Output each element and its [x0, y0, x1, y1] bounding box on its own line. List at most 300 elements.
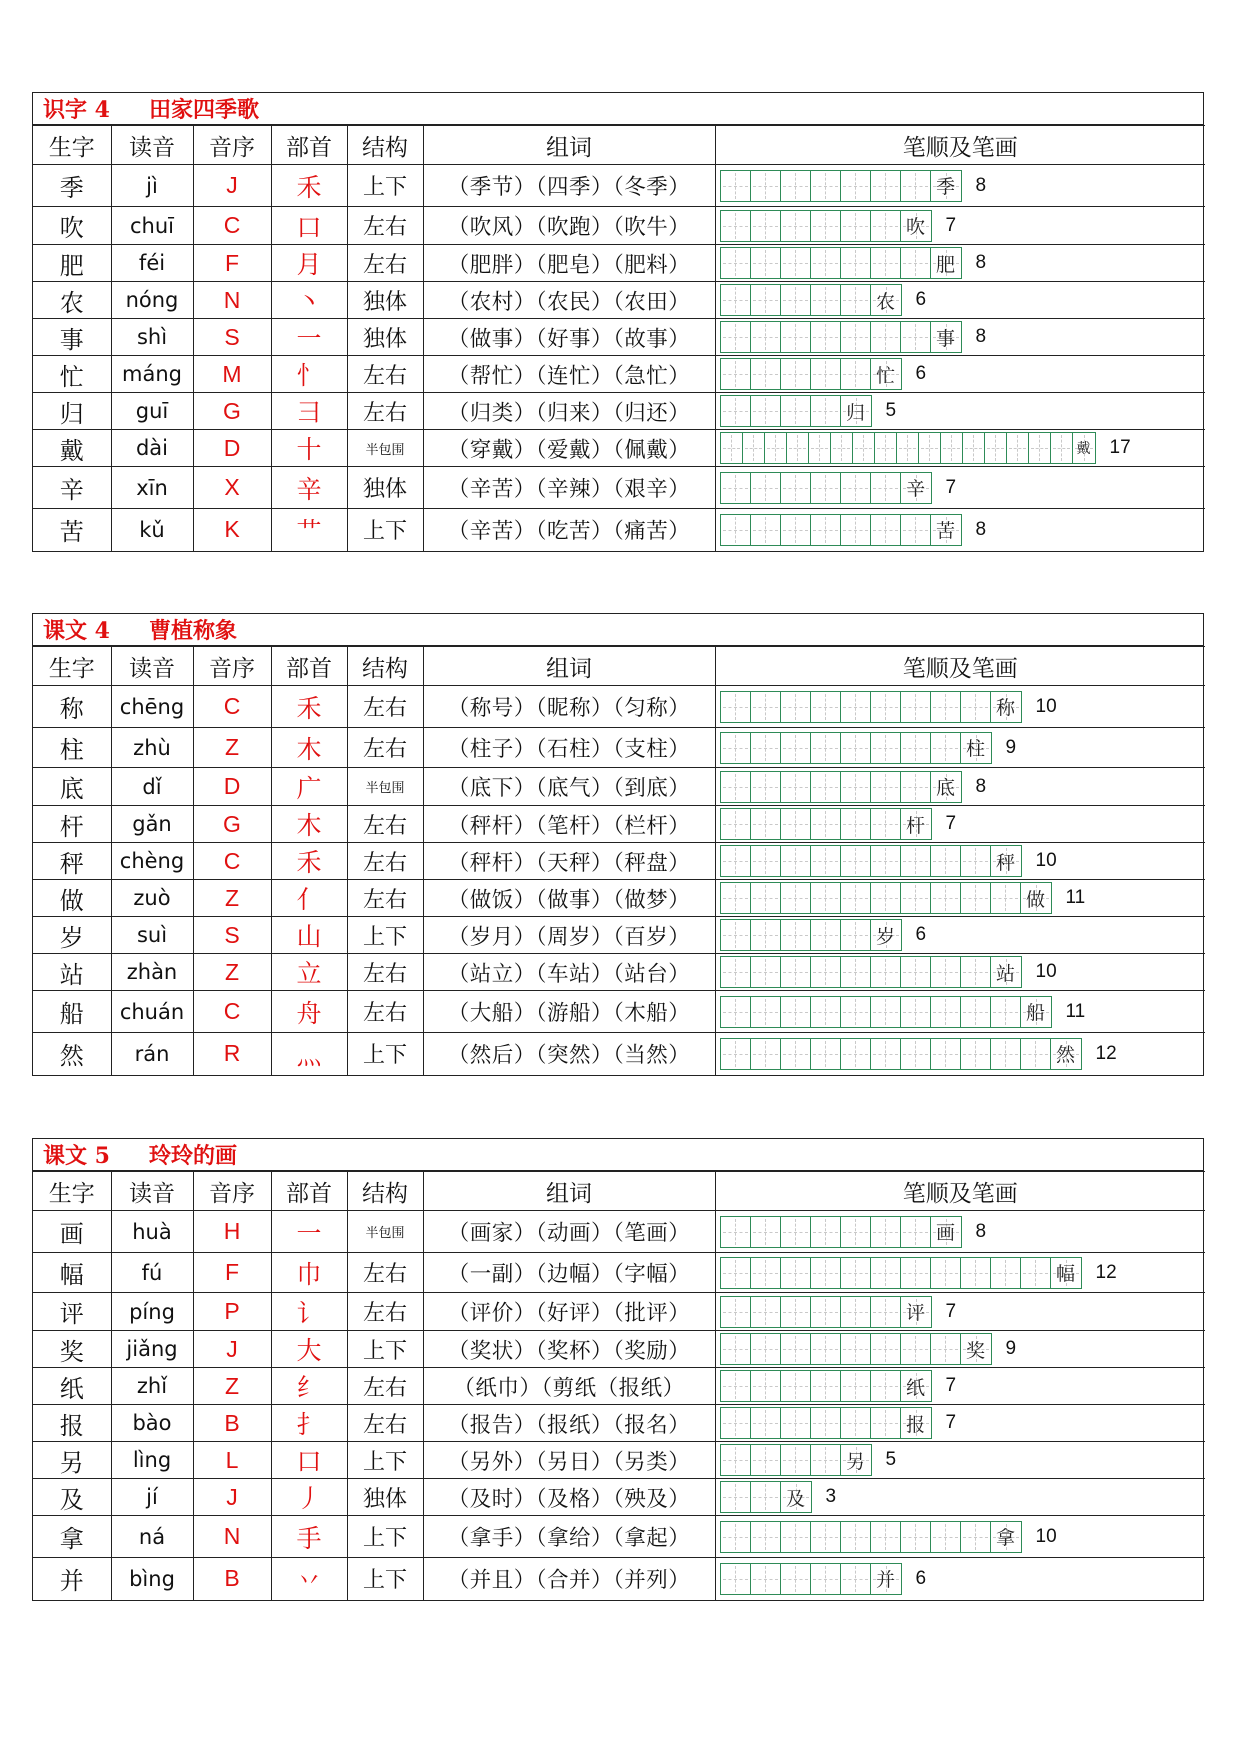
- word-group-cell: （然后）（突然）（当然）: [423, 1033, 715, 1075]
- stroke-step-box: [961, 883, 991, 913]
- stroke-count: 11: [1065, 1000, 1086, 1022]
- initial-letter-cell: J: [193, 1331, 271, 1368]
- word-group-cell: （秤杆）（笔杆）（栏杆）: [423, 806, 715, 843]
- stroke-step-box: [841, 772, 871, 802]
- stroke-order-cell: [715, 1293, 1205, 1331]
- stroke-final-char: 忙: [875, 364, 895, 387]
- table-row: [33, 917, 1205, 954]
- column-header: 读音: [111, 647, 193, 686]
- stroke-step-box: [871, 1334, 901, 1364]
- stroke-step-box: [811, 1334, 841, 1364]
- stroke-step-box: [871, 733, 901, 763]
- stroke-step-box: [811, 322, 841, 352]
- stroke-step-box: [811, 1258, 841, 1288]
- stroke-order-cell: [715, 917, 1205, 954]
- stroke-count: 10: [1035, 1525, 1057, 1547]
- stroke-step-box: [841, 248, 871, 278]
- character-cell: 做: [33, 880, 111, 917]
- table-row: [33, 1331, 1205, 1368]
- stroke-step-box: [721, 1258, 751, 1288]
- stroke-step-box: [841, 1564, 871, 1594]
- stroke-count: 7: [945, 1412, 957, 1433]
- stroke-count: 17: [1109, 437, 1131, 458]
- stroke-step-box: [721, 396, 751, 426]
- stroke-step-box: [871, 1297, 901, 1327]
- pinyin-cell: nóng: [111, 282, 193, 319]
- stroke-final-char: 杆: [905, 814, 925, 837]
- stroke-step-box: [811, 1408, 841, 1438]
- stroke-order-boxes: [720, 514, 962, 546]
- stroke-step-box: [991, 957, 1021, 987]
- column-header: 笔顺及笔画: [715, 1172, 1205, 1211]
- stroke-step-box: [1051, 1258, 1081, 1288]
- table-row: [33, 282, 1205, 319]
- stroke-step-box: [841, 1334, 871, 1364]
- stroke-step-box: [811, 809, 841, 839]
- stroke-final-char: 并: [875, 1569, 895, 1592]
- word-group-cell: （纸巾）（剪纸（报纸）: [423, 1368, 715, 1405]
- character-cell: 奖: [33, 1331, 111, 1368]
- lesson-title: 曹植称象: [149, 618, 238, 644]
- stroke-step-box: [781, 322, 811, 352]
- stroke-step-box: [991, 692, 1021, 722]
- initial-letter-cell: N: [193, 282, 271, 319]
- stroke-order-cell: [715, 356, 1205, 393]
- stroke-step-box: [781, 473, 811, 503]
- initial-letter-cell: K: [193, 509, 271, 551]
- stroke-step-box: [931, 1217, 961, 1247]
- stroke-step-box: [871, 322, 901, 352]
- stroke-order-cell: [715, 282, 1205, 319]
- stroke-step-box: [1073, 433, 1095, 463]
- header-row: [33, 126, 1205, 165]
- stroke-step-box: [751, 1522, 781, 1552]
- stroke-step-box: [781, 920, 811, 950]
- stroke-step-box: [781, 1371, 811, 1401]
- word-group-cell: （一副）（边幅）（字幅）: [423, 1253, 715, 1293]
- radical-cell: 扌: [271, 1405, 347, 1442]
- pinyin-cell: píng: [111, 1293, 193, 1331]
- initial-letter-cell: H: [193, 1211, 271, 1253]
- character-cell: 底: [33, 768, 111, 806]
- stroke-order-cell: [715, 1368, 1205, 1405]
- stroke-order-boxes: [720, 1038, 1082, 1070]
- stroke-step-box: [841, 515, 871, 545]
- lesson-number: 识字 4: [43, 97, 110, 123]
- structure-cell: 左右: [347, 356, 423, 393]
- column-header: 结构: [347, 1172, 423, 1211]
- stroke-step-box: [721, 211, 751, 241]
- stroke-step-box: [841, 1408, 871, 1438]
- stroke-step-box: [781, 211, 811, 241]
- stroke-step-box: [811, 171, 841, 201]
- column-header: 读音: [111, 1172, 193, 1211]
- stroke-step-box: [841, 846, 871, 876]
- stroke-step-box: [871, 1039, 901, 1069]
- stroke-count: 8: [975, 518, 987, 540]
- stroke-step-box: [901, 809, 931, 839]
- initial-letter-cell: B: [193, 1405, 271, 1442]
- column-header: 生字: [33, 1172, 111, 1211]
- stroke-step-box: [1051, 1039, 1081, 1069]
- stroke-final-char: 报: [905, 1413, 925, 1436]
- column-header: 组词: [423, 647, 715, 686]
- stroke-count: 10: [1035, 961, 1057, 982]
- radical-cell: 广: [271, 768, 347, 806]
- table-row: [33, 1211, 1205, 1253]
- stroke-step-box: [811, 846, 841, 876]
- stroke-step-box: [751, 692, 781, 722]
- stroke-final-char: 农: [875, 290, 895, 313]
- lesson-section: [32, 1138, 1204, 1601]
- structure-cell: 上下: [347, 1516, 423, 1558]
- stroke-step-box: [721, 1297, 751, 1327]
- radical-cell: 灬: [271, 1033, 347, 1075]
- stroke-step-box: [871, 957, 901, 987]
- initial-letter-cell: Z: [193, 954, 271, 991]
- stroke-step-box: [751, 171, 781, 201]
- stroke-order-cell: [715, 319, 1205, 356]
- stroke-step-box: [991, 846, 1021, 876]
- pinyin-cell: huà: [111, 1211, 193, 1253]
- structure-cell: 左右: [347, 728, 423, 768]
- radical-cell: 禾: [271, 686, 347, 728]
- pinyin-cell: chèng: [111, 843, 193, 880]
- stroke-step-box: [781, 359, 811, 389]
- word-group-cell: （肥胖）（肥皂）（肥料）: [423, 245, 715, 282]
- pinyin-cell: kǔ: [111, 509, 193, 551]
- radical-cell: 讠: [271, 1293, 347, 1331]
- structure-cell: 上下: [347, 165, 423, 207]
- stroke-order-boxes: [720, 732, 992, 764]
- stroke-step-box: [721, 883, 751, 913]
- stroke-step-box: [781, 957, 811, 987]
- stroke-step-box: [901, 772, 931, 802]
- table-row: [33, 686, 1205, 728]
- pinyin-cell: shì: [111, 319, 193, 356]
- stroke-final-char: 站: [995, 962, 1015, 985]
- stroke-step-box: [841, 809, 871, 839]
- stroke-step-box: [871, 1408, 901, 1438]
- stroke-step-box: [871, 1564, 901, 1594]
- stroke-final-char: 画: [935, 1222, 955, 1244]
- stroke-step-box: [871, 1371, 901, 1401]
- stroke-step-box: [751, 809, 781, 839]
- stroke-step-box: [841, 883, 871, 913]
- stroke-order-boxes: [720, 284, 902, 316]
- stroke-step-box: [781, 1258, 811, 1288]
- column-header: 音序: [193, 126, 271, 165]
- stroke-order-boxes: [720, 1521, 1022, 1553]
- structure-cell: 上下: [347, 1558, 423, 1600]
- word-group-cell: （站立）（车站）（站台）: [423, 954, 715, 991]
- radical-cell: 禾: [271, 165, 347, 207]
- word-group-cell: （评价）（好评）（批评）: [423, 1293, 715, 1331]
- character-cell: 并: [33, 1558, 111, 1600]
- stroke-step-box: [901, 692, 931, 722]
- stroke-count: 6: [915, 924, 927, 945]
- table-row: [33, 1253, 1205, 1293]
- initial-letter-cell: B: [193, 1558, 271, 1600]
- stroke-step-box: [841, 1371, 871, 1401]
- stroke-step-box: [931, 1039, 961, 1069]
- stroke-order-cell: [715, 991, 1205, 1033]
- stroke-final-char: 然: [1055, 1044, 1075, 1067]
- table-row: [33, 880, 1205, 917]
- initial-letter-cell: J: [193, 165, 271, 207]
- section-title: [33, 1139, 1203, 1171]
- initial-letter-cell: L: [193, 1442, 271, 1479]
- stroke-final-char: 归: [845, 401, 865, 424]
- stroke-step-box: [901, 473, 931, 503]
- pinyin-cell: zhù: [111, 728, 193, 768]
- stroke-step-box: [901, 515, 931, 545]
- stroke-step-box: [765, 433, 787, 463]
- stroke-order-boxes: [720, 1563, 902, 1595]
- structure-cell: 上下: [347, 1331, 423, 1368]
- structure-cell: 左右: [347, 1253, 423, 1293]
- word-group-cell: （秤杆）（天秤）（秤盘）: [423, 843, 715, 880]
- stroke-step-box: [1007, 433, 1029, 463]
- structure-cell: 左右: [347, 207, 423, 245]
- stroke-order-cell: [715, 728, 1205, 768]
- stroke-step-box: [781, 248, 811, 278]
- structure-cell: 上下: [347, 509, 423, 551]
- stroke-order-cell: [715, 1479, 1205, 1516]
- stroke-step-box: [751, 1482, 781, 1512]
- section-title: [33, 614, 1203, 646]
- table-row: [33, 1442, 1205, 1479]
- structure-cell: 左右: [347, 1293, 423, 1331]
- character-cell: 船: [33, 991, 111, 1033]
- stroke-step-box: [781, 1039, 811, 1069]
- pinyin-cell: dài: [111, 430, 193, 467]
- column-header: 读音: [111, 126, 193, 165]
- pinyin-cell: rán: [111, 1033, 193, 1075]
- structure-cell: 左右: [347, 245, 423, 282]
- stroke-step-box: [831, 433, 853, 463]
- radical-cell: 口: [271, 1442, 347, 1479]
- stroke-step-box: [931, 692, 961, 722]
- stroke-step-box: [721, 1334, 751, 1364]
- stroke-step-box: [991, 1039, 1021, 1069]
- radical-cell: 手: [271, 1516, 347, 1558]
- stroke-step-box: [871, 809, 901, 839]
- stroke-count: 9: [1005, 1338, 1017, 1359]
- character-cell: 归: [33, 393, 111, 430]
- pinyin-cell: dǐ: [111, 768, 193, 806]
- stroke-step-box: [991, 1522, 1021, 1552]
- stroke-step-box: [811, 883, 841, 913]
- stroke-count: 8: [975, 252, 987, 273]
- initial-letter-cell: X: [193, 467, 271, 509]
- initial-letter-cell: G: [193, 393, 271, 430]
- radical-cell: 月: [271, 245, 347, 282]
- stroke-step-box: [781, 692, 811, 722]
- stroke-step-box: [961, 846, 991, 876]
- word-group-cell: （岁月）（周岁）（百岁）: [423, 917, 715, 954]
- stroke-final-char: 评: [905, 1302, 925, 1324]
- stroke-step-box: [871, 1258, 901, 1288]
- column-header: 生字: [33, 126, 111, 165]
- stroke-step-box: [961, 1258, 991, 1288]
- lesson-number: 课文 5: [43, 1143, 110, 1169]
- stroke-step-box: [931, 248, 961, 278]
- stroke-final-char: 底: [935, 777, 955, 799]
- stroke-final-char: 做: [1025, 888, 1045, 911]
- stroke-order-boxes: [720, 882, 1052, 914]
- stroke-count: 7: [945, 1300, 957, 1322]
- stroke-step-box: [751, 359, 781, 389]
- character-cell: 忙: [33, 356, 111, 393]
- stroke-step-box: [781, 772, 811, 802]
- structure-cell: 左右: [347, 393, 423, 430]
- radical-cell: 亻: [271, 880, 347, 917]
- radical-cell: 十: [271, 430, 347, 467]
- stroke-step-box: [901, 211, 931, 241]
- stroke-step-box: [841, 1258, 871, 1288]
- initial-letter-cell: S: [193, 917, 271, 954]
- column-header: 结构: [347, 126, 423, 165]
- stroke-order-boxes: [720, 845, 1022, 877]
- structure-cell: 半包围: [347, 768, 423, 806]
- structure-cell: 左右: [347, 991, 423, 1033]
- stroke-step-box: [875, 433, 897, 463]
- stroke-step-box: [841, 1445, 871, 1475]
- word-group-cell: （做饭）（做事）（做梦）: [423, 880, 715, 917]
- column-header: 音序: [193, 647, 271, 686]
- word-group-cell: （辛苦）（吃苦）（痛苦）: [423, 509, 715, 551]
- stroke-step-box: [931, 515, 961, 545]
- stroke-step-box: [811, 920, 841, 950]
- column-header: 部首: [271, 1172, 347, 1211]
- character-cell: 事: [33, 319, 111, 356]
- stroke-step-box: [811, 473, 841, 503]
- character-cell: 吹: [33, 207, 111, 245]
- lesson-section: [32, 92, 1204, 552]
- table-row: [33, 1558, 1205, 1600]
- stroke-step-box: [1021, 1039, 1051, 1069]
- table-row: [33, 356, 1205, 393]
- stroke-step-box: [751, 248, 781, 278]
- pinyin-cell: féi: [111, 245, 193, 282]
- character-cell: 站: [33, 954, 111, 991]
- stroke-step-box: [751, 1334, 781, 1364]
- stroke-step-box: [751, 997, 781, 1027]
- radical-cell: 忄: [271, 356, 347, 393]
- word-group-cell: （另外）（另日）（另类）: [423, 1442, 715, 1479]
- pinyin-cell: gǎn: [111, 806, 193, 843]
- table-row: [33, 728, 1205, 768]
- stroke-step-box: [901, 1408, 931, 1438]
- stroke-step-box: [841, 733, 871, 763]
- stroke-step-box: [871, 515, 901, 545]
- initial-letter-cell: N: [193, 1516, 271, 1558]
- radical-cell: 木: [271, 806, 347, 843]
- stroke-count: 8: [975, 174, 987, 196]
- column-header: 组词: [423, 126, 715, 165]
- character-cell: 及: [33, 1479, 111, 1516]
- stroke-step-box: [841, 1039, 871, 1069]
- table-row: [33, 1479, 1205, 1516]
- stroke-step-box: [721, 248, 751, 278]
- initial-letter-cell: C: [193, 686, 271, 728]
- character-cell: 评: [33, 1293, 111, 1331]
- character-cell: 辛: [33, 467, 111, 509]
- stroke-order-boxes: [720, 395, 872, 427]
- stroke-step-box: [811, 248, 841, 278]
- stroke-step-box: [931, 1522, 961, 1552]
- character-cell: 拿: [33, 1516, 111, 1558]
- pinyin-cell: zhǐ: [111, 1368, 193, 1405]
- stroke-step-box: [901, 1371, 931, 1401]
- stroke-step-box: [963, 433, 985, 463]
- stroke-order-boxes: [720, 919, 902, 951]
- stroke-step-box: [751, 1564, 781, 1594]
- table-row: [33, 1368, 1205, 1405]
- stroke-step-box: [721, 473, 751, 503]
- word-group-cell: （底下）（底气）（到底）: [423, 768, 715, 806]
- stroke-step-box: [721, 285, 751, 315]
- word-group-cell: （画家）（动画）（笔画）: [423, 1211, 715, 1253]
- radical-cell: 山: [271, 917, 347, 954]
- stroke-step-box: [781, 396, 811, 426]
- stroke-step-box: [871, 920, 901, 950]
- stroke-order-boxes: [720, 1333, 992, 1365]
- structure-cell: 左右: [347, 1405, 423, 1442]
- stroke-count: 7: [945, 214, 957, 236]
- stroke-step-box: [721, 171, 751, 201]
- structure-cell: 半包围: [347, 430, 423, 467]
- stroke-step-box: [809, 433, 831, 463]
- stroke-final-char: 事: [935, 327, 955, 350]
- stroke-step-box: [811, 1297, 841, 1327]
- stroke-step-box: [721, 692, 751, 722]
- stroke-step-box: [811, 1371, 841, 1401]
- stroke-step-box: [901, 846, 931, 876]
- stroke-step-box: [1021, 883, 1051, 913]
- stroke-step-box: [781, 1522, 811, 1552]
- structure-cell: 半包围: [347, 1211, 423, 1253]
- stroke-step-box: [853, 433, 875, 463]
- character-cell: 纸: [33, 1368, 111, 1405]
- word-group-cell: （穿戴）（爱戴）（佩戴）: [423, 430, 715, 467]
- pinyin-cell: chuī: [111, 207, 193, 245]
- initial-letter-cell: M: [193, 356, 271, 393]
- radical-cell: 立: [271, 954, 347, 991]
- stroke-step-box: [781, 809, 811, 839]
- stroke-step-box: [961, 1039, 991, 1069]
- initial-letter-cell: Z: [193, 880, 271, 917]
- stroke-step-box: [811, 211, 841, 241]
- stroke-step-box: [781, 285, 811, 315]
- structure-cell: 独体: [347, 1479, 423, 1516]
- stroke-step-box: [721, 1522, 751, 1552]
- stroke-final-char: 岁: [875, 925, 895, 948]
- stroke-step-box: [931, 171, 961, 201]
- structure-cell: 上下: [347, 917, 423, 954]
- stroke-step-box: [811, 733, 841, 763]
- stroke-count: 11: [1065, 887, 1086, 908]
- stroke-step-box: [1021, 997, 1051, 1027]
- column-header: 部首: [271, 126, 347, 165]
- stroke-step-box: [841, 171, 871, 201]
- stroke-step-box: [931, 846, 961, 876]
- stroke-final-char: 戴: [1076, 441, 1091, 457]
- stroke-step-box: [961, 692, 991, 722]
- stroke-step-box: [961, 733, 991, 763]
- stroke-step-box: [781, 1408, 811, 1438]
